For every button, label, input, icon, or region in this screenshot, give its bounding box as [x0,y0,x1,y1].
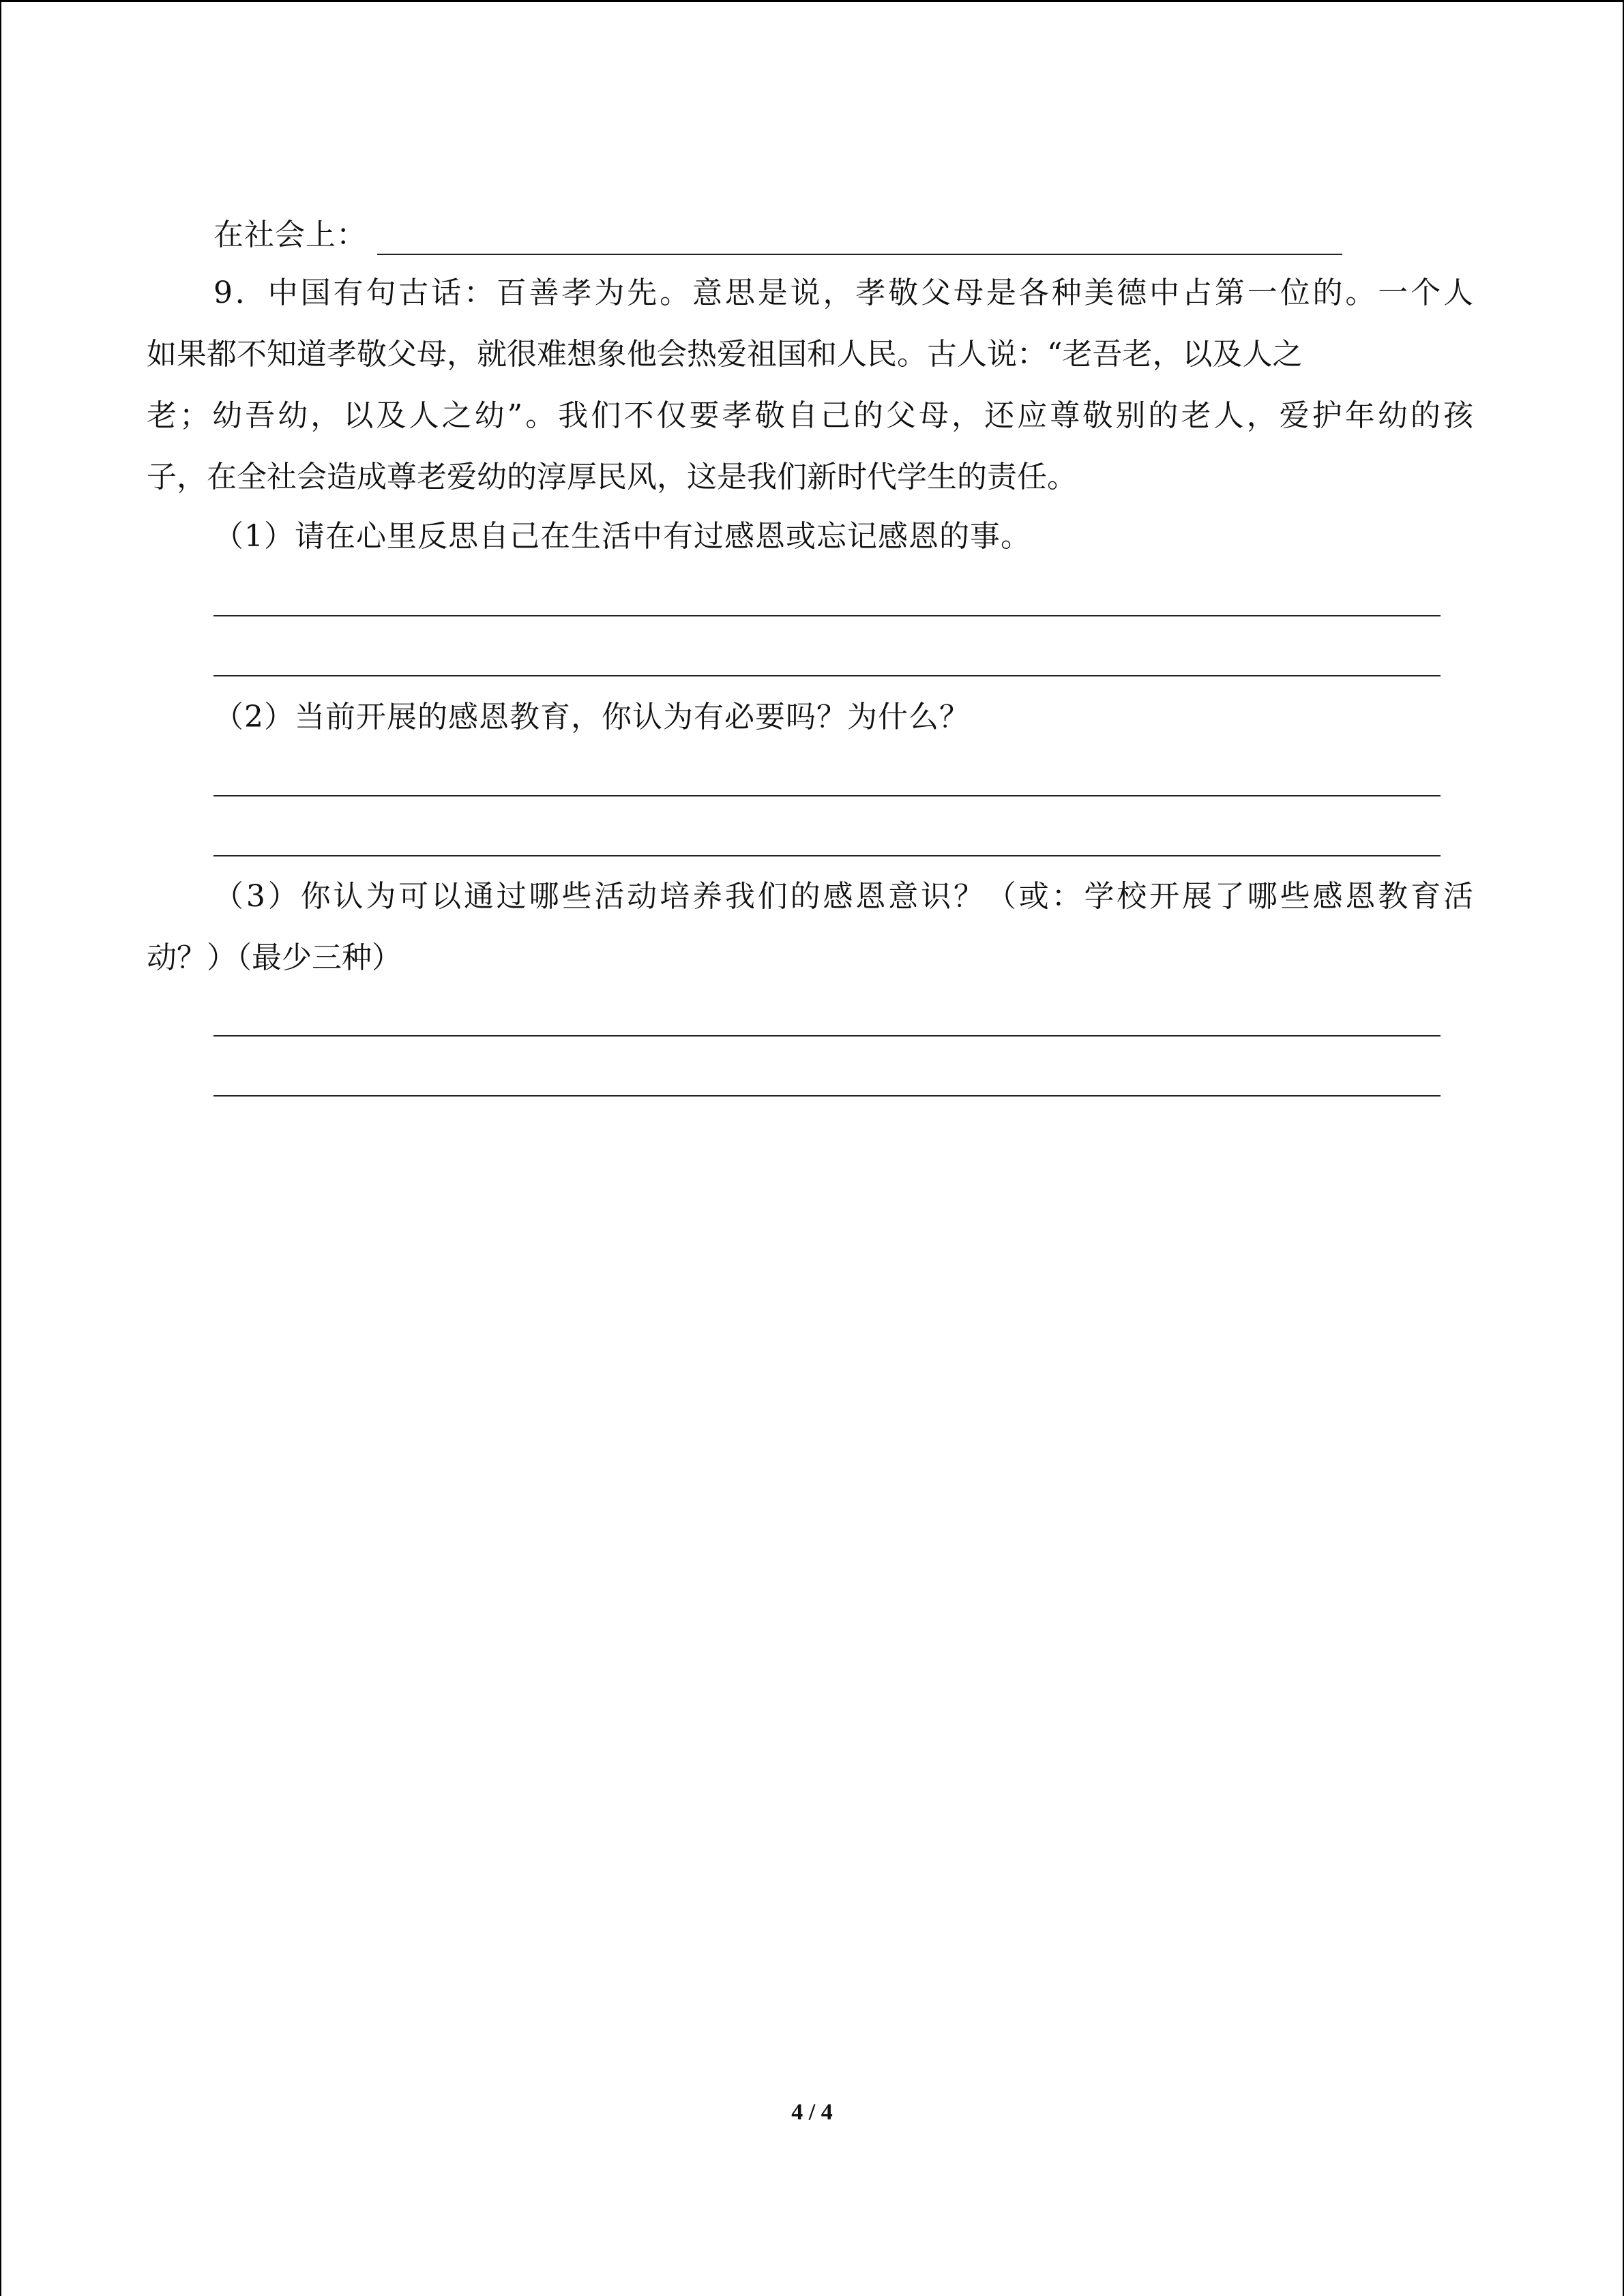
answer-line-1b[interactable] [213,675,1441,676]
page-number: 4 / 4 [791,2100,833,2125]
question9-line-3: 老；幼吾幼，以及人之幼”。我们不仅要孝敬自己的父母，还应尊敬别的老人，爱护年幼的孩 [147,398,1473,433]
question9-line-4: 子，在全社会造成尊老爱幼的淳厚民风，这是我们新时代学生的责任。 [147,460,1077,494]
society-answer-line[interactable] [377,254,1342,255]
sub-question-2: （2）当前开展的感恩教育，你认为有必要吗？为什么？ [213,700,970,734]
sub-question-1: （1）请在心里反思自己在生活中有过感恩或忘记感恩的事。 [213,519,1031,554]
answer-line-3a[interactable] [213,1035,1441,1037]
answer-line-1a[interactable] [213,615,1441,616]
sub-question-3-line-1: （3）你认为可以通过哪些活动培养我们的感恩意识？（或：学校开展了哪些感恩教育活 [213,879,1473,914]
sub-question-3-line-2: 动？）（最少三种） [147,940,402,975]
answer-line-3b[interactable] [213,1095,1441,1097]
society-label: 在社会上： [213,218,367,252]
question9-line-1: 9．中国有句古话：百善孝为先。意思是说，孝敬父母是各种美德中占第一位的。一个人 [213,275,1473,310]
answer-line-2a[interactable] [213,795,1441,796]
question9-line-2: 如果都不知道孝敬父母，就很难想象他会热爱祖国和人民。古人说：“老吾老，以及人之 [147,337,1303,372]
answer-line-2b[interactable] [213,855,1441,856]
